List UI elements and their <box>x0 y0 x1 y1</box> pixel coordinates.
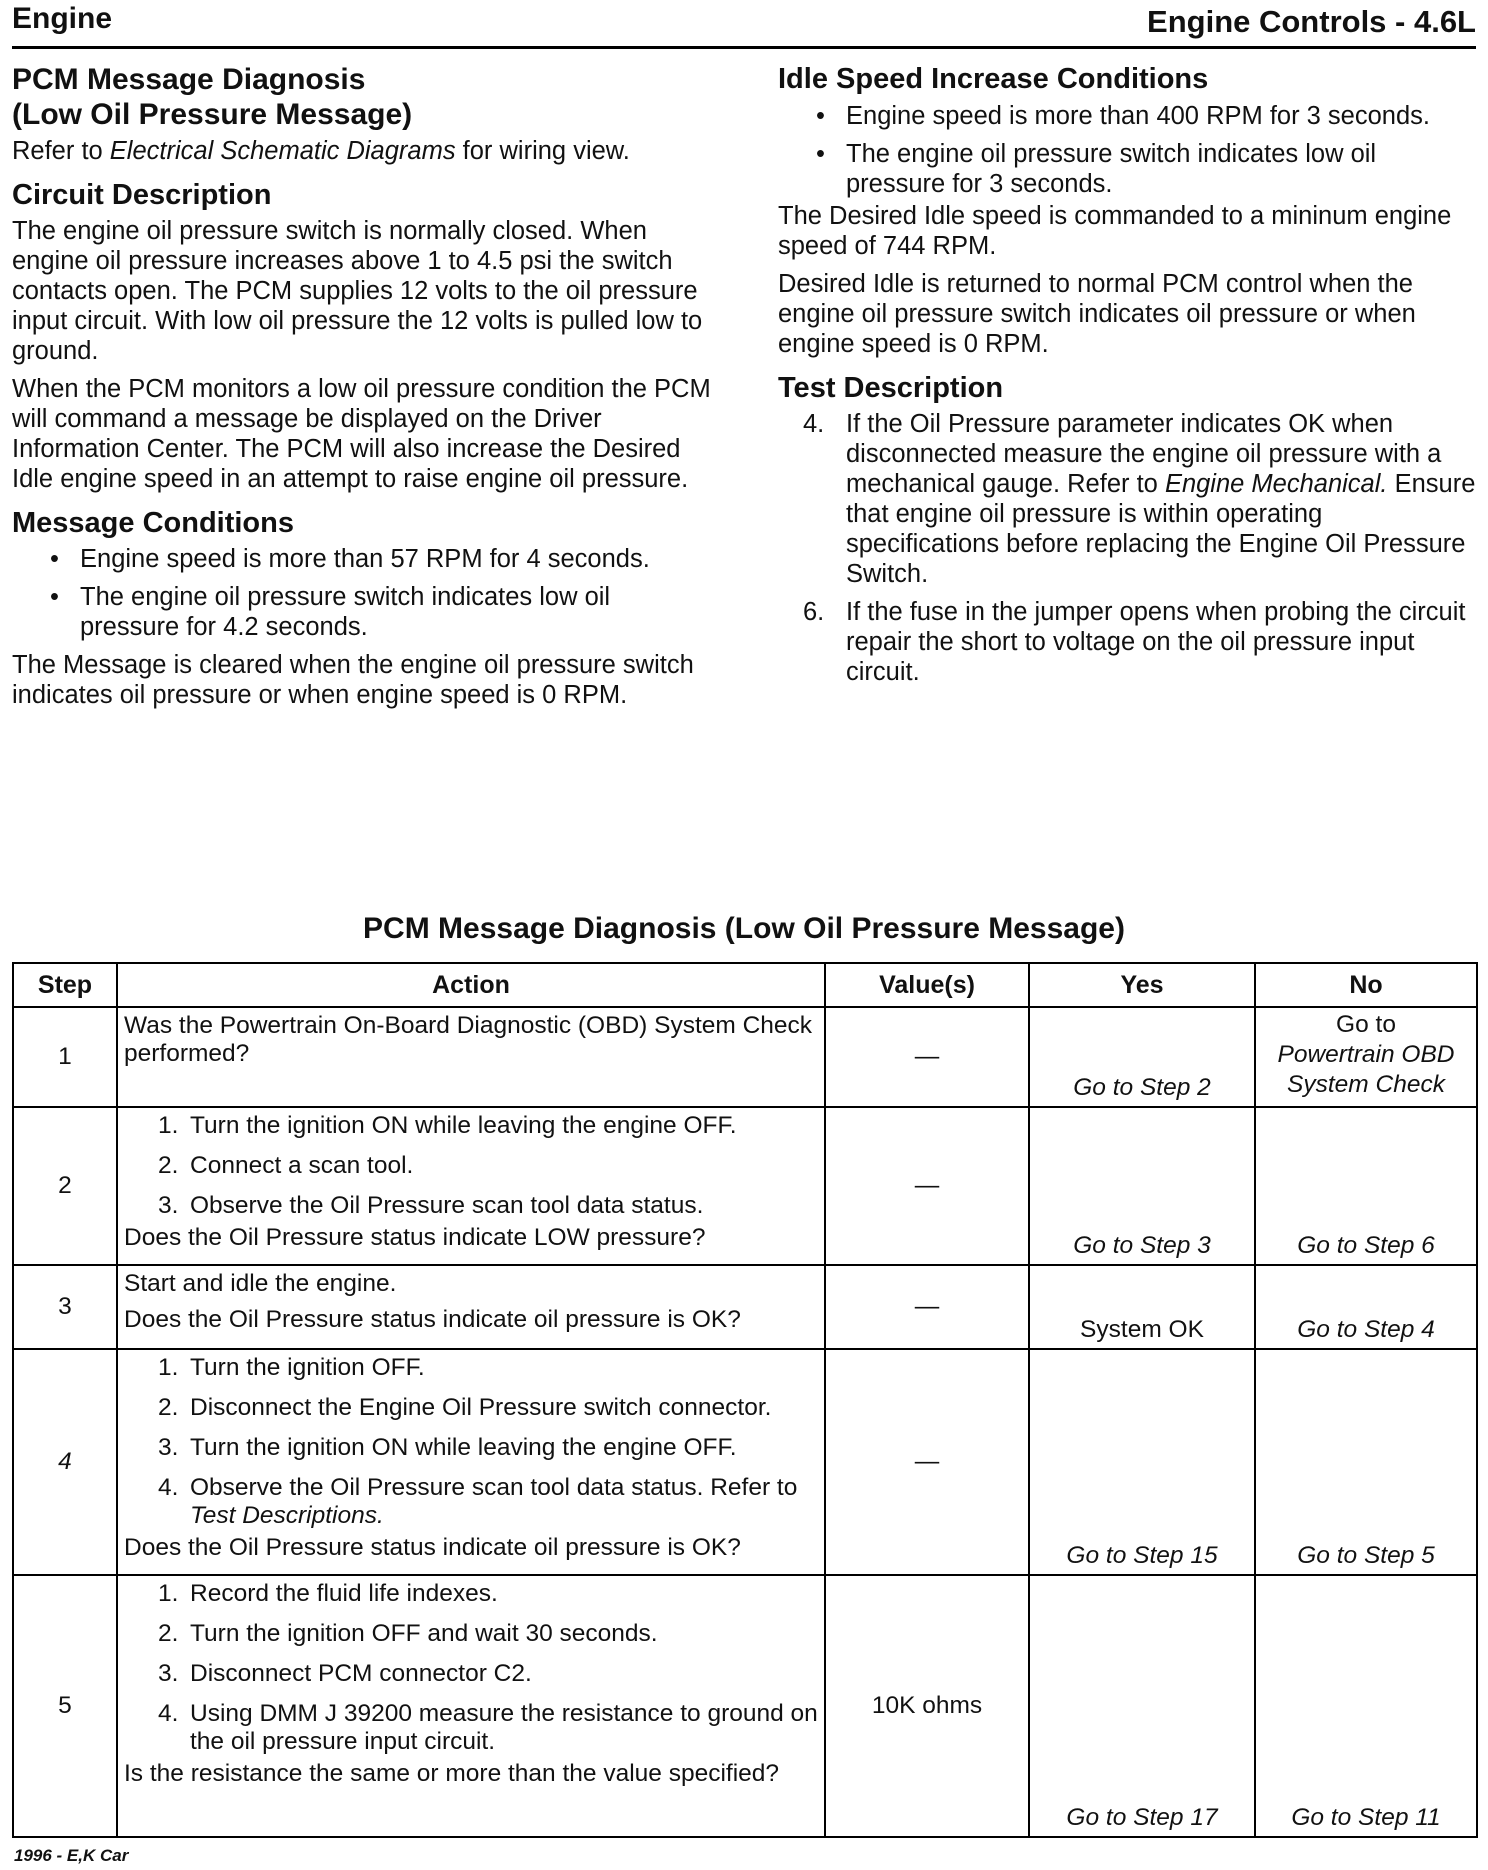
page-header <box>12 0 1476 49</box>
value-cell: — <box>825 1007 1029 1107</box>
idle-paragraph: Desired Idle is returned to normal PCM control when the engine oil pressure switch indicates oil pressure or when engine speed is 0 RPM. <box>778 270 1416 358</box>
list-item: 1. Record the fluid life indexes. <box>158 1580 498 1607</box>
list-item: • Engine speed is more than 400 RPM for 3 seconds. <box>778 101 1478 131</box>
step-number: 4 <box>13 1349 117 1575</box>
list-item: 4. If the Oil Pressure parameter indicates OK when disconnected measure the engine oil pressure with a mechanical gauge. Refer to Engine Mechanical. Ensure that engine oil pressure is within operating specifications before replacing the Engine Oil Pressure Switch. <box>803 410 1476 588</box>
table-title: PCM Message Diagnosis (Low Oil Pressure Message) <box>363 912 1125 945</box>
message-paragraph: The Message is cleared when the engine oil pressure switch indicates oil pressure or when engine speed is 0 RPM. <box>12 651 694 709</box>
col-yes: Yes <box>1029 963 1255 1007</box>
action-cell: Was the Powertrain On-Board Diagnostic (OBD) System Check performed? <box>117 1007 825 1107</box>
list-item: • Engine speed is more than 57 RPM for 4 seconds. <box>12 544 712 574</box>
action-cell: Start and idle the engine. Does the Oil Pressure status indicate oil pressure is OK? <box>117 1265 825 1349</box>
page-footer: 1996 - E,K Car <box>14 1846 129 1865</box>
test-descriptions <box>778 409 1478 687</box>
intro-text: Refer to Electrical Schematic Diagrams for wiring view. <box>12 137 630 165</box>
list-item: 1. Turn the ignition ON while leaving the engine OFF. <box>158 1112 737 1139</box>
list-item: 3. Observe the Oil Pressure scan tool data status. <box>158 1192 704 1219</box>
list-item: 3. Disconnect PCM connector C2. <box>158 1660 532 1687</box>
no-cell: Go to Step 11 <box>1255 1575 1477 1837</box>
header-topic: Engine Controls - 4.6L <box>1147 4 1476 39</box>
table-row <box>13 1007 1477 1107</box>
col-step: Step <box>13 963 117 1007</box>
idle-heading: Idle Speed Increase Conditions <box>778 63 1209 95</box>
step-number: 2 <box>13 1107 117 1265</box>
step-number: 1 <box>13 1007 117 1107</box>
list-item: 2. Disconnect the Engine Oil Pressure switch connector. <box>158 1394 772 1421</box>
yes-cell: System OK <box>1029 1265 1255 1349</box>
list-item: 4. Using DMM J 39200 measure the resistance to ground on the oil pressure input circuit. <box>158 1700 818 1755</box>
list-item: 4. Observe the Oil Pressure scan tool data status. Refer to Test Descriptions. <box>158 1474 798 1529</box>
list-item: 2. Turn the ignition OFF and wait 30 seconds. <box>158 1620 658 1647</box>
page-title: PCM Message Diagnosis (Low Oil Pressure Message) <box>12 63 413 131</box>
idle-paragraph: The Desired Idle speed is commanded to a mininum engine speed of 744 RPM. <box>778 202 1452 260</box>
circuit-paragraph: The engine oil pressure switch is normally closed. When engine oil pressure increases above 1 to 4.5 psi the switch contacts open. The PCM supplies 12 volts to the oil pressure input circuit. With low oil pressure the 12 volts is pulled low to ground. <box>12 217 703 365</box>
yes-cell: Go to Step 17 <box>1029 1575 1255 1837</box>
col-values: Value(s) <box>825 963 1029 1007</box>
value-cell: — <box>825 1349 1029 1575</box>
left-column <box>12 62 712 718</box>
action-cell: 1. Turn the ignition OFF. 2. Disconnect the Engine Oil Pressure switch connector. 3. Turn the ignition ON while leaving the engine OFF. 4. Observe the Oil Pressure scan tool data status. Refer to Test Descriptions. Does the Oil Pressure status indicate oil pressure is OK? <box>117 1349 825 1575</box>
action-cell: 1. Record the fluid life indexes. 2. Turn the ignition OFF and wait 30 seconds. 3. Disconnect PCM connector C2. 4. Using DMM J 39200 measure the resistance to ground on the oil pressure input circuit. Is the resistance the same or more than the value specified? <box>117 1575 825 1837</box>
no-cell: Go to Powertrain OBD System Check <box>1255 1007 1477 1107</box>
test-heading: Test Description <box>778 372 1004 404</box>
list-item: 2. Connect a scan tool. <box>158 1152 414 1179</box>
col-action: Action <box>117 963 825 1007</box>
step-number: 3 <box>13 1265 117 1349</box>
right-column <box>778 62 1478 695</box>
list-item: • The engine oil pressure switch indicates low oil pressure for 4.2 seconds. <box>12 582 712 642</box>
table-row <box>13 1349 1477 1575</box>
list-item: 1. Turn the ignition OFF. <box>158 1354 425 1381</box>
no-cell: Go to Step 5 <box>1255 1349 1477 1575</box>
no-cell: Go to Step 4 <box>1255 1265 1477 1349</box>
step-number: 5 <box>13 1575 117 1837</box>
table-row <box>13 1575 1477 1837</box>
diagnosis-table <box>12 962 1478 1838</box>
yes-cell: Go to Step 15 <box>1029 1349 1255 1575</box>
table-header-row <box>13 963 1477 1007</box>
action-cell: 1. Turn the ignition ON while leaving the engine OFF. 2. Connect a scan tool. 3. Observe the Oil Pressure scan tool data status. Does the Oil Pressure status indicate LOW pressure? <box>117 1107 825 1265</box>
yes-cell: Go to Step 2 <box>1029 1007 1255 1107</box>
header-section: Engine <box>12 2 113 35</box>
table-row <box>13 1107 1477 1265</box>
col-no: No <box>1255 963 1477 1007</box>
value-cell: — <box>825 1107 1029 1265</box>
idle-conditions <box>778 101 1478 199</box>
no-cell: Go to Step 6 <box>1255 1107 1477 1265</box>
list-item: 6. If the fuse in the jumper opens when probing the circuit repair the short to voltage on the oil pressure input circuit. <box>803 598 1466 686</box>
value-cell: 10K ohms <box>825 1575 1029 1837</box>
yes-cell: Go to Step 3 <box>1029 1107 1255 1265</box>
value-cell: — <box>825 1265 1029 1349</box>
message-conditions <box>12 544 712 642</box>
message-heading: Message Conditions <box>12 507 294 539</box>
circuit-heading: Circuit Description <box>12 179 272 211</box>
circuit-paragraph: When the PCM monitors a low oil pressure condition the PCM will command a message be displayed on the Driver Information Center. The PCM will also increase the Desired Idle engine speed in an attempt to raise engine oil pressure. <box>12 375 711 493</box>
list-item: 3. Turn the ignition ON while leaving the engine OFF. <box>158 1434 737 1461</box>
list-item: • The engine oil pressure switch indicates low oil pressure for 3 seconds. <box>778 139 1478 199</box>
table-row <box>13 1265 1477 1349</box>
